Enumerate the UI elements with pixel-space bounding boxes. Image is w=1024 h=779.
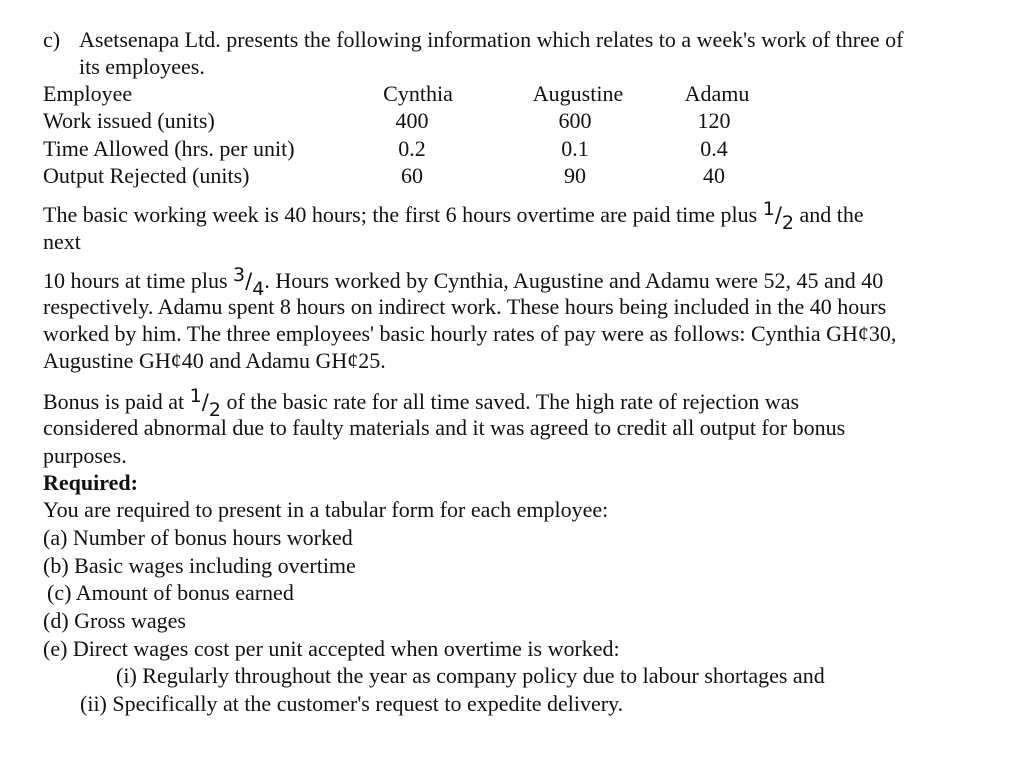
table-header-adamu: Adamu (684, 81, 750, 106)
para2-line-2: considered abnormal due to faulty materials and it was agreed to credit all output for bonus (43, 415, 846, 440)
para1-line-4: respectively. Adamu spent 8 hours on indirect work. These hours being included in the 40 hours (43, 294, 887, 319)
list-item: (e) Direct wages cost per unit accepted when overtime is worked: (43, 636, 620, 661)
intro-line-2: its employees. (79, 54, 205, 79)
para2-text: Bonus is paid at (43, 389, 185, 414)
table-cell: 0.2 (398, 136, 426, 161)
para1-line-1 (43, 196, 864, 236)
table-cell: 400 (395, 108, 429, 133)
para1-text: and the (799, 202, 864, 227)
required-heading: Required: (43, 470, 138, 495)
list-item: (c) Amount of bonus earned (47, 580, 294, 605)
question-label: c) (43, 27, 61, 52)
para1-text: The basic working week is 40 hours; the first 6 hours overtime are paid time plus (43, 202, 758, 227)
table-header-label: Employee (43, 81, 133, 106)
para2-line-3: purposes. (43, 443, 127, 468)
para1-line-5: worked by him. The three employees' basic hourly rates of pay were as follows: Cynthia GH¢30, (43, 321, 897, 346)
required-intro: You are required to present in a tabular form for each employee: (43, 497, 609, 522)
para1-line-2: next (43, 229, 81, 254)
para1-line-6: Augustine GH¢40 and Adamu GH¢25. (43, 348, 386, 373)
table-cell: 0.1 (561, 136, 589, 161)
table-cell: 40 (703, 163, 725, 188)
table-header-cynthia: Cynthia (383, 81, 453, 106)
para1-text: 10 hours at time plus (43, 268, 228, 293)
fraction-one-half: 1/2 (762, 198, 794, 234)
list-subitem: (ii) Specifically at the customer's request to expedite delivery. (80, 691, 624, 716)
para1-text: . Hours worked by Cynthia, Augustine and Adamu were 52, 45 and 40 (264, 268, 884, 293)
table-row-label: Work issued (units) (43, 108, 215, 133)
table-cell: 60 (401, 163, 423, 188)
list-subitem: (i) Regularly throughout the year as company policy due to labour shortages and (116, 663, 825, 688)
table-cell: 120 (697, 108, 731, 133)
table-row-label: Output Rejected (units) (43, 163, 250, 188)
para2-text: of the basic rate for all time saved. The high rate of rejection was (226, 389, 800, 414)
table-cell: 600 (558, 108, 592, 133)
fraction-three-quarters: 3/4 (233, 264, 265, 300)
intro-line-1: Asetsenapa Ltd. presents the following information which relates to a week's work of three of (79, 27, 904, 52)
table-cell: 0.4 (700, 136, 728, 161)
list-item: (a) Number of bonus hours worked (43, 525, 353, 550)
fraction-one-half: 1/2 (189, 385, 221, 421)
table-row-label: Time Allowed (hrs. per unit) (43, 136, 295, 161)
list-item: (b) Basic wages including overtime (43, 553, 356, 578)
table-header-augustine: Augustine (532, 81, 624, 106)
table-cell: 90 (564, 163, 586, 188)
list-item: (d) Gross wages (43, 608, 186, 633)
